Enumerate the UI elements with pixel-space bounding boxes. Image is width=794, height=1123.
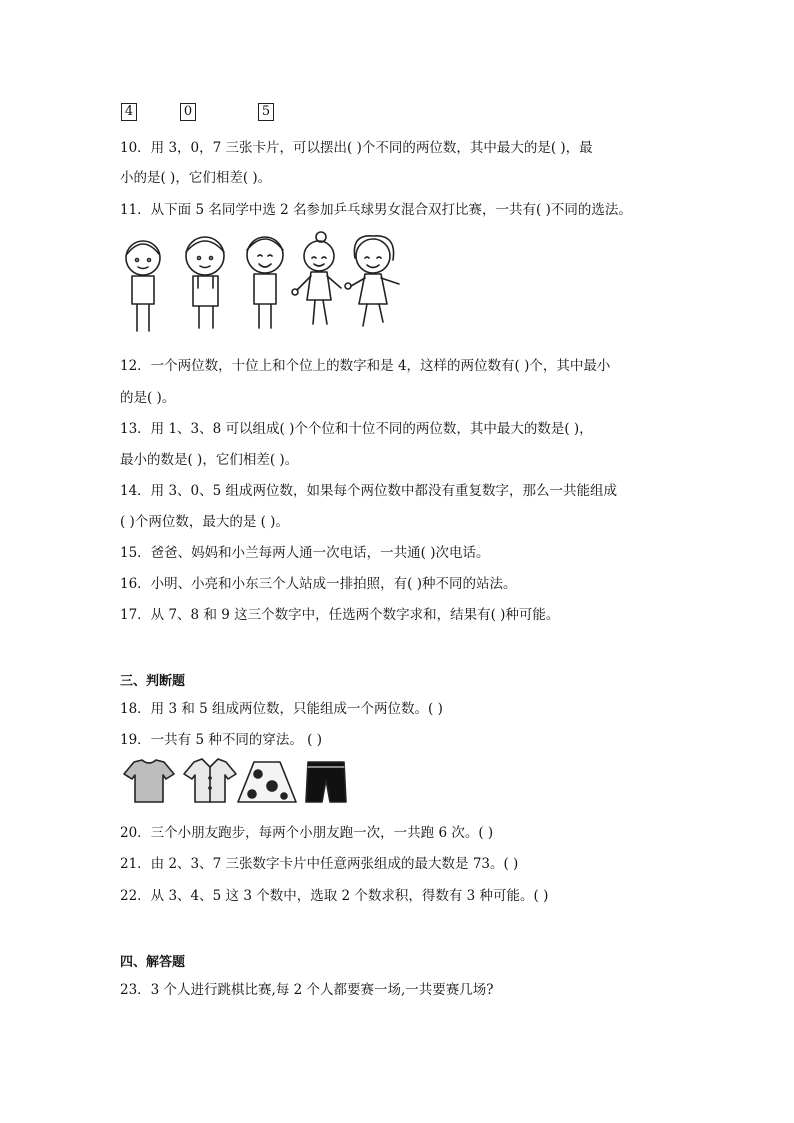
question-13-line1: 13．用 1、3、8 可以组成( )个个位和十位不同的两位数，其中最大的数是( )， [120,421,593,437]
number-card-4: 4 [121,103,137,121]
clothes-illustration [120,758,360,808]
question-12-line2: 的是( )。 [120,390,176,406]
question-14-line2: ( )个两位数，最大的是 ( )。 [120,514,289,530]
blouse-figure [184,759,236,802]
question-10-line1: 10．用 3，0，7 三张卡片，可以摆出( )个不同的两位数，其中最大的是( )，最 [120,140,593,156]
question-15: 15．爸爸、妈妈和小兰每两人通一次电话，一共通( )次电话。 [120,545,490,561]
section-3-title: 三、判断题 [120,674,186,689]
question-23: 23．3 个人进行跳棋比赛,每 2 个人都要赛一场,一共要赛几场? [120,982,494,998]
girl-1-figure [292,232,341,324]
boy-2-figure [186,237,224,328]
question-16: 16．小明、小亮和小东三个人站成一排拍照，有( )种不同的站法。 [120,576,517,592]
question-22: 22．从 3、4、5 这 3 个数中，选取 2 个数求积，得数有 3 种可能。( ) [120,888,549,904]
question-11-line1: 11．从下面 5 名同学中选 2 名参加乒乓球男女混合双打比赛，一共有( )不同的选法。 [120,202,632,218]
number-card-0: 0 [180,103,196,121]
question-14-line1: 14．用 3、0、5 组成两位数，如果每个两位数中都没有重复数字，那么一共能组成 [120,483,618,499]
question-17: 17．从 7、8 和 9 这三个数字中，任选两个数字求和，结果有( )种可能。 [120,607,560,623]
question-19: 19．一共有 5 种不同的穿法。 ( ) [120,732,322,748]
boy-3-figure [247,237,283,328]
girl-2-figure [345,236,399,326]
five-children-illustration [115,228,415,338]
question-20: 20．三个小朋友跑步，每两个小朋友跑一次，一共跑 6 次。( ) [120,825,494,841]
shorts-figure [306,762,346,802]
polka-dot-skirt-figure [238,762,296,802]
question-18: 18．用 3 和 5 组成两位数，只能组成一个两位数。( ) [120,701,443,717]
question-13-line2: 最小的数是( )，它们相差( )。 [120,452,299,468]
t-shirt-figure [124,760,174,802]
number-card-5: 5 [258,103,274,121]
boy-1-figure [126,241,160,331]
section-4-title: 四、解答题 [120,955,186,970]
question-10-line2: 小的是( )，它们相差( )。 [120,170,272,186]
question-21: 21．由 2、3、7 三张数字卡片中任意两张组成的最大数是 73。( ) [120,856,519,872]
question-12-line1: 12．一个两位数，十位上和个位上的数字和是 4，这样的两位数有( )个，其中最小 [120,358,611,374]
